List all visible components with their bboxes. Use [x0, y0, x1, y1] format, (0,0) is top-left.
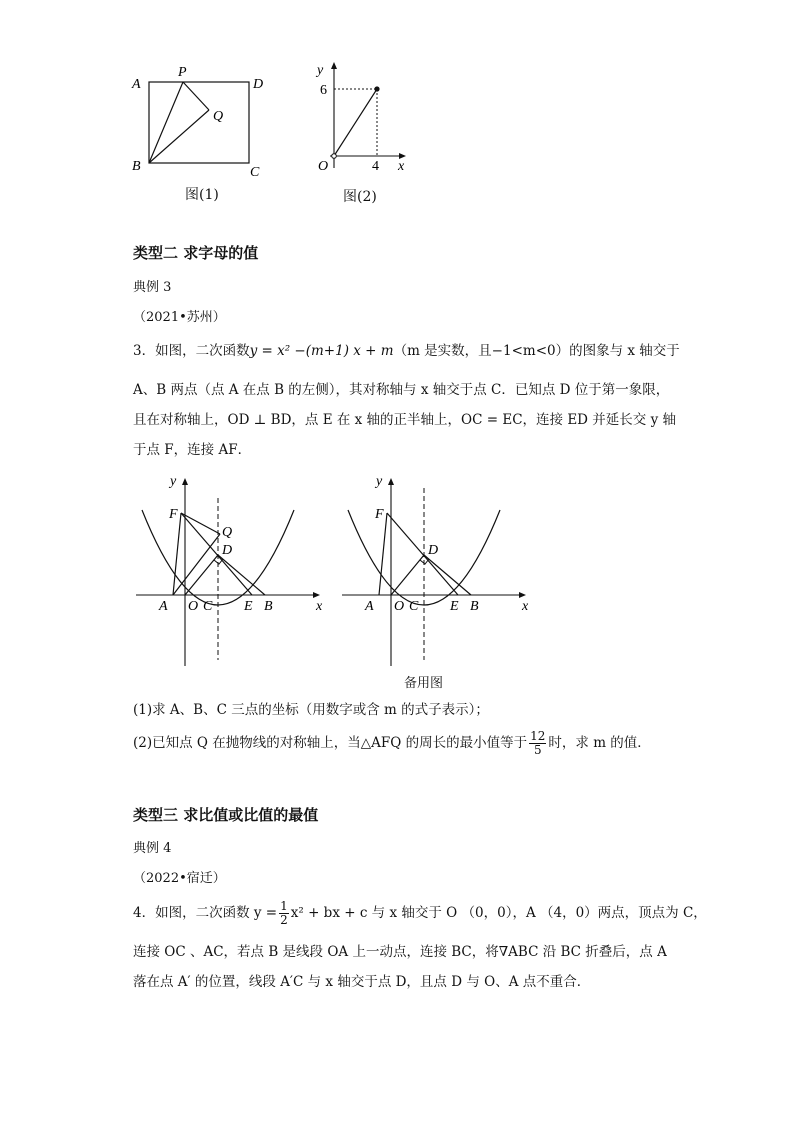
x-label: x: [316, 599, 323, 614]
section-2-heading: 类型二 求字母的值: [133, 244, 259, 262]
c-label: C: [409, 599, 419, 614]
problem-3-graph-main: [130, 470, 335, 670]
fraction-1-2: [279, 900, 289, 927]
segment-aq: [173, 534, 220, 595]
example-3-source: （2021•苏州）: [133, 310, 226, 325]
segment-pq: [183, 82, 209, 110]
d-label: D: [222, 543, 233, 558]
problem-3-question-2: [133, 730, 651, 757]
example-4-source: （2022•宿迁）: [133, 871, 226, 886]
b-label: B: [470, 599, 479, 614]
segment-od: [185, 555, 218, 595]
f-label: F: [375, 507, 384, 522]
x-axis-arrow: [519, 592, 526, 598]
a-label: A: [159, 599, 168, 614]
x-tick-label: 4: [372, 159, 379, 174]
segment-af: [379, 513, 387, 595]
segment-db: [218, 555, 265, 595]
problem-3-line-1-b: （m 是实数，且−1<m<0）的图象与 x 轴交于: [393, 343, 680, 359]
c-label: C: [203, 599, 213, 614]
section-3-heading: 类型三 求比值或比值的最值: [133, 806, 319, 824]
example-4-label: 典例 4: [133, 841, 172, 856]
q2-text-b: 时，求 m 的值．: [548, 735, 651, 751]
problem-3-formula: y = x² −(m+1) x + m: [249, 343, 394, 359]
p4-text-a: 4．如图，二次函数 y =: [133, 905, 278, 921]
figure-2-graph: [305, 58, 420, 178]
q-label: Q: [222, 525, 233, 540]
graph-segment: [334, 89, 377, 156]
e-label: E: [244, 599, 253, 614]
problem-3-question-1: (1)求 A、B、C 三点的坐标（用数字或含 m 的式子表示）；: [133, 702, 489, 718]
label-a: A: [132, 77, 141, 92]
problem-4-line-2: 连接 OC 、AC，若点 B 是线段 OA 上一动点，连接 BC，将∇ABC 沿 BC 折叠后，点 A: [133, 944, 667, 960]
segment-fq: [181, 513, 220, 534]
label-c: C: [250, 165, 260, 180]
segment-db: [424, 555, 471, 595]
label-p: P: [178, 65, 187, 80]
problem-3-line-1: [133, 341, 680, 361]
segment-bq: [149, 110, 209, 163]
e-label: E: [450, 599, 459, 614]
problem-3-line-2: A、B 两点（点 A 在点 B 的左侧），其对称轴与 x 轴交于点 C．已知点 D 位于第一象限，: [133, 382, 670, 398]
y-label: y: [170, 474, 177, 489]
figure-1-rectangle: [125, 60, 275, 185]
figure-2-caption: 图(2): [343, 189, 377, 205]
problem-3-line-3: 且在对称轴上，OD ⊥ BD，点 E 在 x 轴的正半轴上，OC = EC，连接 ED 并延长交 y 轴: [133, 412, 676, 428]
a-label: A: [365, 599, 374, 614]
d-label: D: [428, 543, 439, 558]
fraction-denominator: 2: [280, 913, 288, 927]
y-axis-arrow: [331, 62, 337, 69]
segment-od: [391, 555, 424, 595]
origin-open-point: [332, 154, 337, 159]
example-3-label: 典例 3: [133, 280, 172, 295]
y-label: y: [376, 474, 383, 489]
y-axis-arrow: [182, 478, 188, 485]
problem-4-line-3: 落在点 A′ 的位置，线段 A′C 与 x 轴交于点 D，且点 D 与 O、A 点不重合．: [133, 974, 591, 990]
segment-af: [173, 513, 181, 595]
x-axis-arrow: [313, 592, 320, 598]
segment-bp: [149, 82, 183, 163]
segment-fe: [181, 513, 252, 595]
x-label: x: [522, 599, 529, 614]
fraction-12-5: [529, 730, 546, 757]
end-point: [374, 86, 379, 91]
fraction-numerator: 12: [530, 729, 546, 743]
o-label: O: [394, 599, 405, 614]
label-q: Q: [213, 109, 224, 124]
f-label: F: [169, 507, 178, 522]
p4-text-b: x² + bx + c 与 x 轴交于 O （0，0），A （4，0）两点，顶点为 C，: [290, 905, 707, 921]
rectangle-abcd: [149, 82, 249, 163]
y-axis-label: y: [317, 63, 324, 78]
y-axis-arrow: [388, 478, 394, 485]
b-label: B: [264, 599, 273, 614]
q2-text-a: (2)已知点 Q 在抛物线的对称轴上，当△AFQ 的周长的最小值等于: [133, 735, 528, 751]
problem-3-line-1-a: 3．如图，二次函数: [133, 343, 250, 359]
label-d: D: [253, 77, 264, 92]
problem-4-line-1: [133, 900, 707, 927]
y-tick-label: 6: [320, 83, 327, 98]
segment-fe: [387, 513, 458, 595]
figure-1-caption: 图(1): [185, 187, 219, 203]
backup-graph-caption: 备用图: [404, 676, 444, 691]
x-axis-label: x: [398, 159, 405, 174]
o-label: O: [188, 599, 199, 614]
problem-3-line-4: 于点 F，连接 AF．: [133, 442, 252, 458]
fraction-denominator: 5: [533, 743, 542, 757]
fraction-numerator: 1: [280, 899, 288, 913]
origin-label: O: [318, 159, 329, 174]
problem-3-graph-backup: [336, 470, 541, 670]
label-b: B: [132, 159, 141, 174]
